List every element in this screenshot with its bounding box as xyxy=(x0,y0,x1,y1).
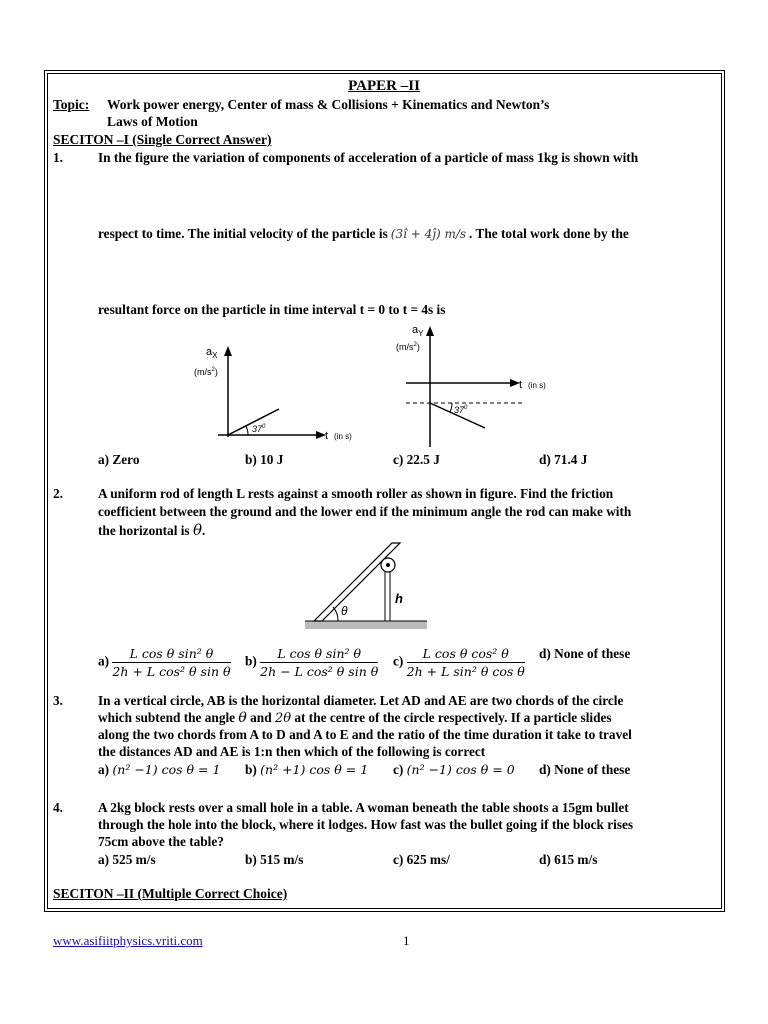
q2-line-1: A uniform rod of length L rests against a smooth roller as shown in figure. Find the friction xyxy=(98,486,614,501)
section-1-heading: SECITON –I (Single Correct Answer) xyxy=(53,132,272,147)
topic-label: Topic: xyxy=(53,97,90,112)
paper-title: PAPER –II xyxy=(348,78,420,94)
q1-number: 1. xyxy=(53,150,63,165)
q2-line-2: coefficient between the ground and the lower end if the minimum angle the rod can make with xyxy=(98,504,632,519)
q4-line-1: A 2kg block rests over a small hole in a table. A woman beneath the table shoots a 15gm bullet xyxy=(98,800,629,815)
ax-angle-arc xyxy=(246,426,248,435)
q1-line-3: resultant force on the particle in time interval t = 0 to t = 4s is xyxy=(98,302,446,317)
support-post xyxy=(385,565,390,621)
q1-line-1: In the figure the variation of components of acceleration of a particle of mass 1kg is shown with xyxy=(98,150,639,165)
ax-label: $a_X$ xyxy=(206,346,218,360)
q2-number: 2. xyxy=(53,486,63,501)
q4-option-d[interactable]: d) 615 m/s xyxy=(539,852,598,867)
page-number: 1 xyxy=(403,933,410,948)
q2-height-label: h xyxy=(395,591,403,606)
ground xyxy=(305,621,427,629)
ax-t-label: t xyxy=(325,430,329,442)
q3-option-d[interactable]: d) None of these xyxy=(539,762,631,777)
q3-option-a[interactable]: a) (n² −1) cos θ = 1 xyxy=(98,762,221,777)
q1-option-d[interactable]: d) 71.4 J xyxy=(539,452,588,467)
q2-option-b[interactable]: b) $\frac{\text{L cos θ sin² θ}}{\text{2h − L cos² θ sin θ}}$ xyxy=(245,646,379,679)
ax-angle: $37^0$ xyxy=(252,424,266,434)
q2-line-3: the horizontal is θ. xyxy=(98,521,206,539)
ay-t-unit: (in s) xyxy=(528,381,546,390)
ay-t-label: t xyxy=(519,379,523,391)
q1-option-a[interactable]: a) Zero xyxy=(98,452,140,467)
ax-unit: $(m/s^2)$ xyxy=(194,367,218,377)
topic-line-2: Laws of Motion xyxy=(107,114,198,129)
q4-option-c[interactable]: c) 625 ms/ xyxy=(393,852,450,867)
q1-graph-ax xyxy=(190,342,370,447)
q3-line-2: which subtend the angle θ and 2θ at the centre of the circle respectively. If a particle slides xyxy=(98,710,612,726)
q1-line-2: respect to time. The initial velocity of the particle is (3î + 4ĵ) m/s . The total work done by the xyxy=(98,226,629,241)
ax-y-arrow xyxy=(224,346,232,356)
q3-line-4: the distances AD and AE is 1:n then which of the following is correct xyxy=(98,744,486,759)
q2-option-a[interactable]: a) $\frac{\text{L cos θ sin² θ}}{\text{2h + L cos² θ sin θ}}$ xyxy=(98,646,231,679)
ax-t-unit: (in s) xyxy=(334,432,352,441)
ay-angle-arc xyxy=(450,403,452,412)
ay-unit: $(m/s^2)$ xyxy=(396,342,420,352)
q3-option-b[interactable]: b) (n² +1) cos θ = 1 xyxy=(245,762,369,777)
section-2-heading: SECITON –II (Multiple Correct Choice) xyxy=(53,886,288,901)
ay-y-arrow xyxy=(426,326,434,336)
q2-option-c[interactable]: c) $\frac{\text{L cos θ cos² θ}}{\text{2h + L sin² θ cos θ}}$ xyxy=(393,646,525,679)
q3-number: 3. xyxy=(53,693,63,708)
q3-option-c[interactable]: c) (n² −1) cos θ = 0 xyxy=(393,762,515,777)
q2-option-d[interactable]: d) None of these xyxy=(539,646,631,661)
q1-graph-ay xyxy=(390,322,560,452)
q3-line-1: In a vertical circle, AB is the horizontal diameter. Let AD and AE are two chords of the circle xyxy=(98,693,624,708)
q1-initial-velocity: (3î + 4ĵ) m/s xyxy=(390,227,467,241)
q4-option-a[interactable]: a) 525 m/s xyxy=(98,852,156,867)
footer-website-link[interactable]: www.asifiitphysics.vriti.com xyxy=(53,933,203,948)
q4-line-2: through the hole into the block, where it lodges. How fast was the bullet going if the block rises xyxy=(98,817,634,832)
q2-angle-label: θ xyxy=(341,604,348,618)
q4-number: 4. xyxy=(53,800,63,815)
ay-label: $a_Y$ xyxy=(412,324,424,338)
q4-option-b[interactable]: b) 515 m/s xyxy=(245,852,304,867)
q2-figure xyxy=(300,535,440,635)
q4-line-3: 75cm above the table? xyxy=(98,834,224,849)
ay-angle: $37^0$ xyxy=(454,405,468,415)
topic-line-1: Work power energy, Center of mass & Collisions + Kinematics and Newton’s xyxy=(107,97,550,112)
q1-option-c[interactable]: c) 22.5 J xyxy=(393,452,440,467)
q1-option-b[interactable]: b) 10 J xyxy=(245,452,284,467)
q3-line-3: along the two chords from A to D and A to E and the ratio of the time duration it take to travel xyxy=(98,727,632,742)
